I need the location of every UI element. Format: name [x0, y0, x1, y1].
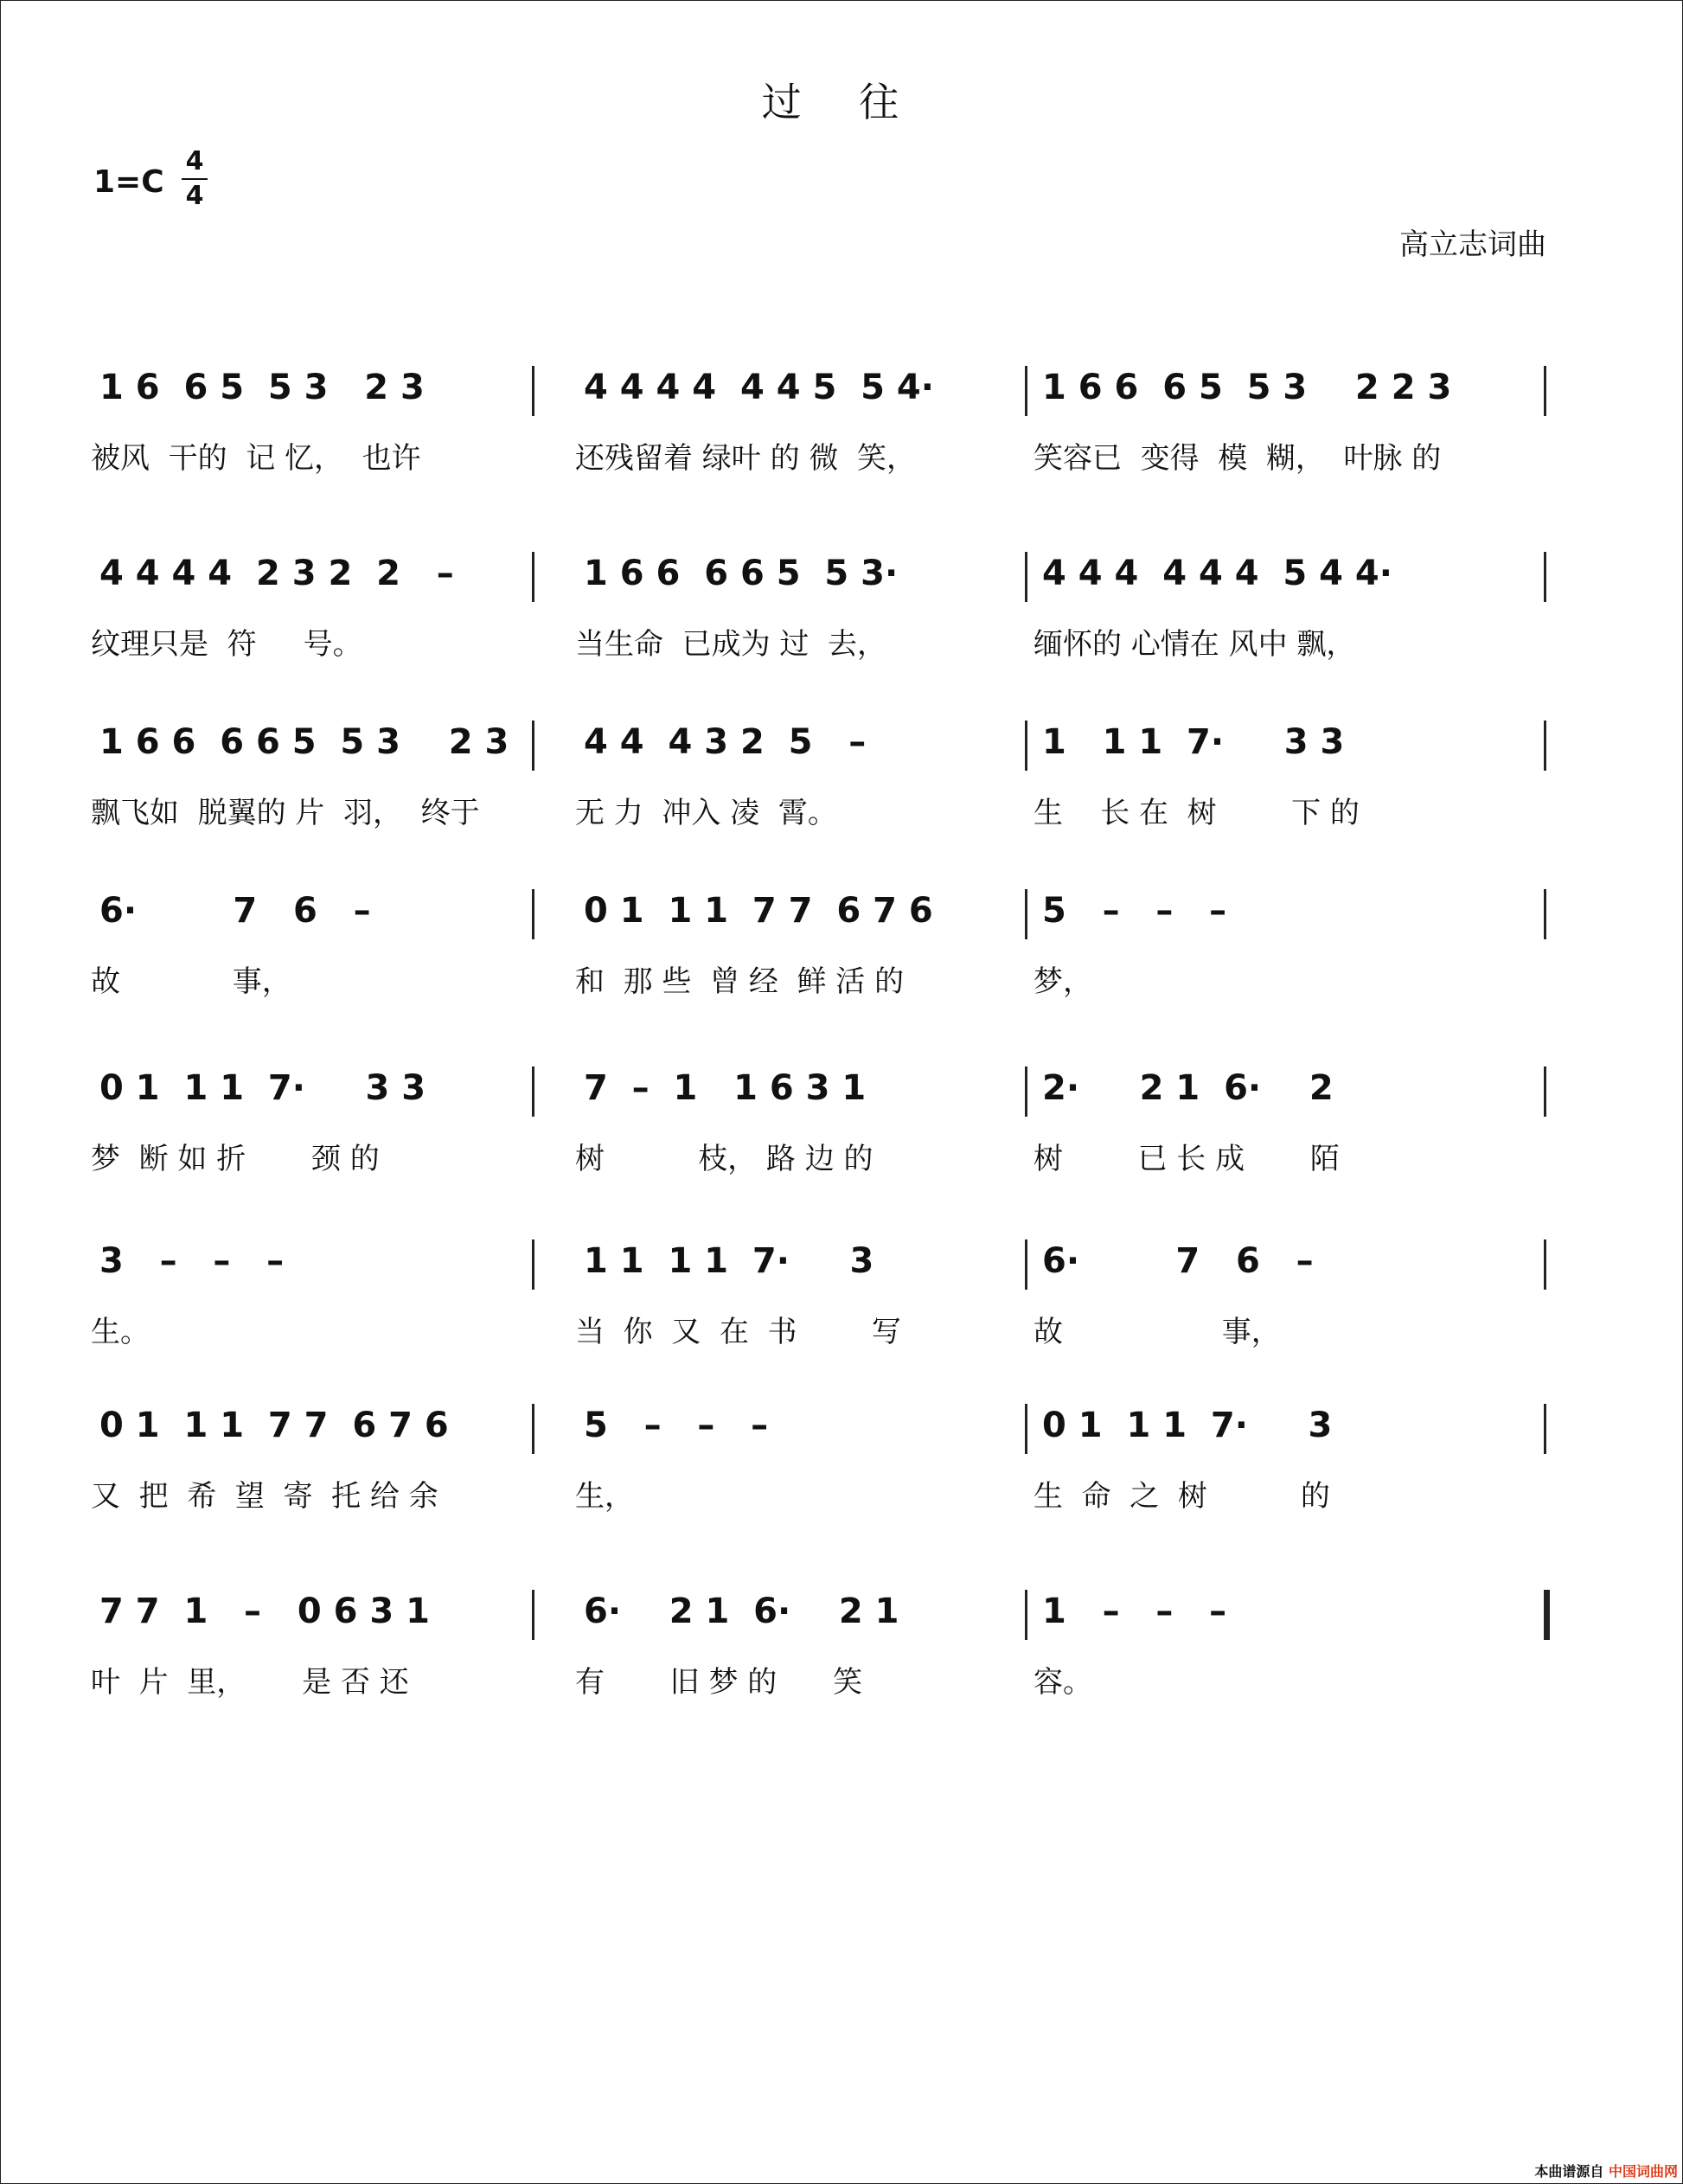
author-credit: 高立志词曲 — [1399, 227, 1546, 262]
measure-lyrics: 和 那 些 曾 经 鲜 活 的 — [575, 964, 905, 999]
bar-line — [1025, 721, 1027, 771]
measure-notes: 7 – 1 1 6 3 1 — [584, 1068, 867, 1108]
bar-line — [1544, 366, 1546, 416]
note-row — [91, 705, 1552, 791]
notation-system — [91, 874, 1552, 1038]
meter-top: 4 — [182, 145, 208, 180]
measure-notes: 1 6 6 6 5 5 3 2 2 3 — [1042, 368, 1452, 407]
bar-line — [532, 1404, 534, 1454]
bar-line — [1025, 889, 1027, 939]
notation-system — [91, 1051, 1552, 1215]
bar-line — [1544, 889, 1546, 939]
measure-lyrics: 故 事， — [1033, 1315, 1281, 1349]
bar-line — [532, 552, 534, 602]
bar-line — [1025, 1066, 1027, 1117]
measure-lyrics: 笑容已 变得 模 糊， 叶脉 的 — [1033, 441, 1442, 476]
bar-line — [532, 721, 534, 771]
key-signature: 1=C — [93, 164, 164, 200]
song-title: 过 往 — [761, 79, 922, 125]
measure-lyrics: 生 长 在 树 下 的 — [1033, 796, 1360, 830]
final-bar-line — [1544, 1590, 1550, 1640]
measure-notes: 0 1 1 1 7· 3 3 — [99, 1068, 426, 1108]
bar-line — [1025, 1239, 1027, 1290]
note-row — [91, 874, 1552, 960]
measure-notes: 1 6 6 5 5 3 2 3 — [99, 368, 425, 407]
measure-notes: 4 4 4 3 2 5 – — [584, 722, 867, 762]
measure-lyrics: 有 旧 梦 的 笑 — [575, 1665, 863, 1700]
note-row — [91, 350, 1552, 437]
bar-line — [1025, 1404, 1027, 1454]
footer-right: 中国词曲网 — [1608, 2163, 1678, 2180]
measure-lyrics: 容。 — [1033, 1665, 1092, 1700]
note-row — [91, 1574, 1552, 1661]
measure-notes: 1 – – – — [1042, 1592, 1227, 1631]
measure-notes: 5 – – – — [1042, 891, 1227, 931]
measure-notes: 4 4 4 4 4 4 5 5 4· — [584, 368, 934, 407]
measure-lyrics: 生 命 之 树 的 — [1033, 1479, 1330, 1514]
notation-system — [91, 1224, 1552, 1388]
measure-notes: 1 6 6 6 6 5 5 3 2 3 — [99, 722, 509, 762]
measure-lyrics: 树 已 长 成 陌 — [1033, 1142, 1340, 1176]
notation-system — [91, 350, 1552, 515]
measure-lyrics: 缅怀的 心情在 风中 飘， — [1033, 627, 1356, 662]
bar-line — [1544, 1239, 1546, 1290]
bar-line — [532, 1590, 534, 1640]
measure-notes: 6· 7 6 – — [99, 891, 371, 931]
note-row — [91, 1224, 1552, 1310]
note-row — [91, 1051, 1552, 1137]
measure-notes: 1 1 1 7· 3 3 — [1042, 722, 1345, 762]
notation-system — [91, 705, 1552, 869]
measure-lyrics: 梦 断 如 折 颈 的 — [91, 1142, 380, 1176]
bar-line — [1544, 1066, 1546, 1117]
measure-lyrics: 生。 — [91, 1315, 150, 1349]
time-signature — [182, 145, 208, 213]
measure-notes: 0 1 1 1 7 7 6 7 6 — [99, 1406, 449, 1445]
measure-lyrics: 飘飞如 脱翼的 片 羽， 终于 — [91, 796, 480, 830]
note-row — [91, 1388, 1552, 1475]
bar-line — [1025, 366, 1027, 416]
measure-lyrics: 纹理只是 符 号。 — [91, 627, 362, 662]
measure-lyrics: 树 枝， 路 边 的 — [575, 1142, 873, 1176]
bar-line — [532, 1066, 534, 1117]
measure-lyrics: 还残留着 绿叶 的 微 笑， — [575, 441, 917, 476]
bar-line — [532, 1239, 534, 1290]
measure-notes: 4 4 4 4 4 4 5 4 4· — [1042, 554, 1392, 593]
measure-lyrics: 又 把 希 望 寄 托 给 余 — [91, 1479, 438, 1514]
bar-line — [1544, 552, 1546, 602]
measure-notes: 1 1 1 1 7· 3 — [584, 1241, 874, 1281]
notation-system — [91, 536, 1552, 701]
notation-system — [91, 1388, 1552, 1553]
measure-notes: 0 1 1 1 7 7 6 7 6 — [584, 891, 933, 931]
footer-left: 本曲谱源自 — [1534, 2163, 1604, 2180]
measure-lyrics: 生， — [575, 1479, 634, 1514]
measure-lyrics: 叶 片 里， 是 否 还 — [91, 1665, 409, 1700]
measure-notes: 6· 7 6 – — [1042, 1241, 1314, 1281]
bar-line — [1025, 1590, 1027, 1640]
measure-notes: 0 1 1 1 7· 3 — [1042, 1406, 1333, 1445]
bar-line — [1025, 552, 1027, 602]
note-row — [91, 536, 1552, 623]
measure-notes: 1 6 6 6 6 5 5 3· — [584, 554, 899, 593]
measure-notes: 5 – – – — [584, 1406, 769, 1445]
bar-line — [532, 366, 534, 416]
measure-notes: 4 4 4 4 2 3 2 2 – — [99, 554, 454, 593]
notation-system — [91, 1574, 1552, 1739]
measure-notes: 6· 2 1 6· 2 1 — [584, 1592, 899, 1631]
measure-notes: 2· 2 1 6· 2 — [1042, 1068, 1334, 1108]
measure-lyrics: 被风 干的 记 忆， 也许 — [91, 441, 421, 476]
measure-lyrics: 梦， — [1033, 964, 1092, 999]
bar-line — [1544, 1404, 1546, 1454]
measure-lyrics: 当生命 已成为 过 去， — [575, 627, 887, 662]
measure-lyrics: 故 事， — [91, 964, 291, 999]
source-footer — [1534, 2161, 1678, 2181]
measure-notes: 7 7 1 – 0 6 3 1 — [99, 1592, 430, 1631]
bar-line — [1544, 721, 1546, 771]
measure-lyrics: 无 力 冲入 凌 霄。 — [575, 796, 837, 830]
bar-line — [532, 889, 534, 939]
measure-notes: 3 – – – — [99, 1241, 285, 1281]
measure-lyrics: 当 你 又 在 书 写 — [575, 1315, 901, 1349]
meter-bottom: 4 — [185, 181, 204, 211]
